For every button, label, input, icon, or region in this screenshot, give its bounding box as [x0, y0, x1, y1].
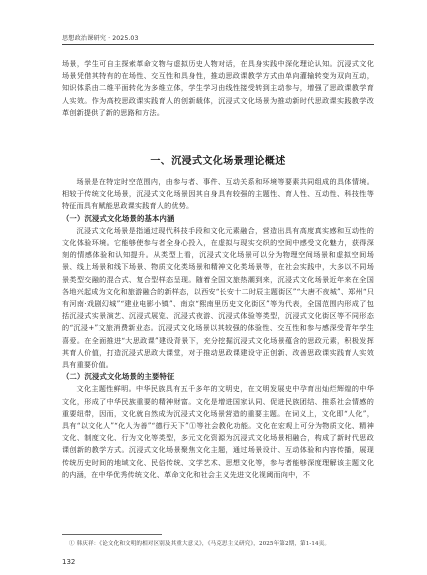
subsection-2-paragraph: 文化主题性鲜明。中华民族具有五千多年的文明史，在文明发展史中孕育出灿烂辉煌的中华文化，形成了中华民族重要的精神财富。文化是增进国家认同、促进民族团结、推系社会情感的重要纽带，因而，文化就自然成为沉浸式文化场景营造的重要主题。在词义上，文化即“人化”，具有“以文化人”“化人为善”“德行天下”①等社会教化功能。文化在宏观上可分为物质文化、精神文化、制度文化、行为文化等类型，多元文化资源为沉浸式文化场景相融合，构成了新时代思政课创新的教学方式。沉浸式文化场景聚焦文化主题，通过场景设计、互动体验和内容传播，展现传统历史时间的地域文化、民俗传统、文学艺术、思想文化等，参与者能够深度理解该主题文化的内涵，在中华优秀传统文化、革命文化和社会主义先进文化视阈而向中，不 — [62, 384, 374, 479]
subsection-heading-1: （一）沉浸式文化场景的基本内涵 — [62, 213, 175, 223]
intro-paragraph: 场景，学生可自主探索革命文物与虚拟历史人物对话，在具身实践中深化理论认知。沉浸式文化场景凭借其特有的在场性、交互性和具身性，推动思政课教学方式由单向灌输转变为双向互动，知识体系由二维平面转化为多维立体，学生学习由线性接受转到主动参与，增强了思政课教学育人实效。作为高校思政课实践育人的创新载体，沉浸式文化场景为推动新时代思政课实践教学改革创新提供了新的思路和方法。 — [62, 59, 374, 117]
footnote-rule — [62, 534, 162, 535]
footnote: ① 韩庆祥：《论文化和文明的相对区别及其重大意义》，《马克思主义研究》，2025年第2期，第1-14页。 — [69, 541, 331, 547]
section-body — [62, 176, 374, 481]
subsection-1-paragraph: 沉浸式文化场景是指通过现代科技手段和文化元素融合，营造出具有高度真实感和互动性的文化体验环境。它能够使参与者全身心投入，在虚拟与现实交织的空间中感受文化魅力，获得深刻的情感体验和认知提升。从类型上看，沉浸式文化场景可以分为物理空间场景和虚拟空间场景、线上场景和线下场景、物质文化类场景和精神文化类场景等，在社会实践中，大多以不同场景类型交融的混合式、复合型样态呈现。随着全国文旅热潮到来，沉浸式文化场景近年来在全国各地兴起成为文化和旅游融合的新样态，以西安“长安十二时辰主题街区”“大唐不夜城”、郑州“只有河南·戏剧幻城”“建业电影小镇”、南京“熙南里历史文化街区”等为代表，全国范围内形成了包括沉浸式实景演艺、沉浸式展览、沉浸式夜游、沉浸式体验等类型，沉浸式文化街区等不同形态的“沉浸+”文旅消费新业态。沉浸式文化场景以其较强的体验性、交互性和参与感深受青年学生喜爱。在全面推进“大思政课”建设背景下，充分挖掘沉浸式文化场景蕴含的思政元素，积极发挥其育人价值，打造沉浸式思政大课堂，对于推动思政课建设守正创新、改善思政课实践育人实效具有重要价值。 — [62, 225, 374, 370]
section-title: 一、沉浸式文化场景理论概述 — [150, 156, 286, 167]
journal-header: 思想政治课研究 · 2025.03 — [62, 35, 139, 42]
page-number: 132 — [62, 558, 76, 566]
intro-block — [62, 58, 374, 119]
subsection-heading-2: （二）沉浸式文化场景的主要特征 — [62, 372, 175, 382]
header-rule — [62, 44, 374, 45]
section-intro-paragraph: 场景是在特定时空范围内，由参与者、事件、互动关系和环境等要素共同组成的具体情境。相较于传统文化场景，沉浸式文化场景因其自身具有较强的主题性、育人性、互动性、科技性等特征而具有赋能思政课实践育人的优势。 — [62, 177, 374, 211]
